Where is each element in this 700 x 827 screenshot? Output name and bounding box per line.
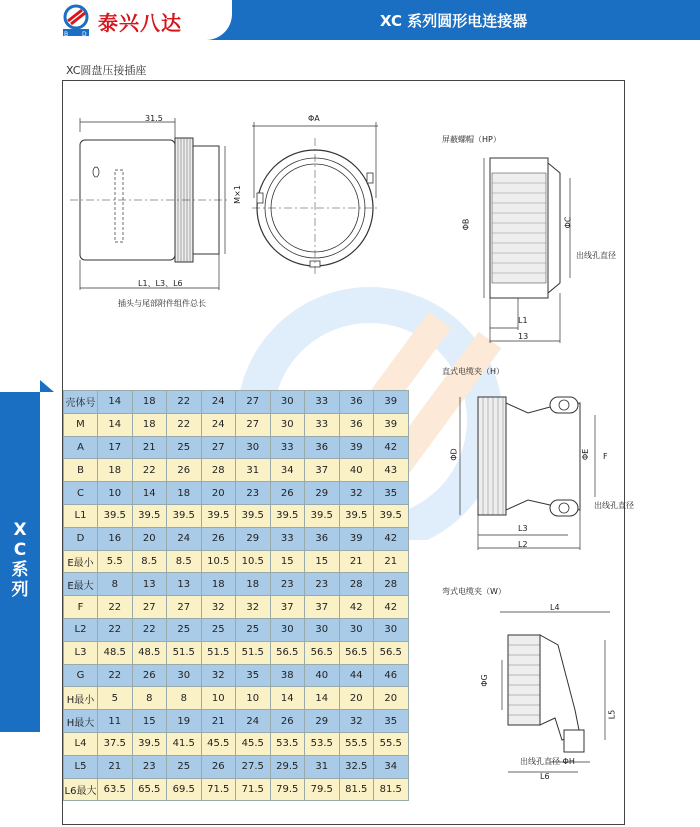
table-cell: 37.5 <box>98 732 133 755</box>
table-cell: 35 <box>236 664 271 687</box>
table-cell: 37 <box>305 596 340 619</box>
table-cell: 32.5 <box>339 755 374 778</box>
table-cell: 39 <box>374 391 409 414</box>
table-cell: 71.5 <box>236 778 271 801</box>
table-cell: 18 <box>201 573 236 596</box>
table-cell: 5.5 <box>98 550 133 573</box>
row-header: D <box>64 527 98 550</box>
table-cell: 26 <box>270 482 305 505</box>
connector-front-view <box>252 118 382 278</box>
row-header: E最大 <box>64 573 98 596</box>
h-phi-e: ΦE <box>581 448 591 461</box>
table-cell: 23 <box>132 755 167 778</box>
table-cell: 28 <box>374 573 409 596</box>
row-header: B <box>64 459 98 482</box>
table-cell: 39.5 <box>236 504 271 527</box>
hp-phi-b: ΦB <box>461 218 471 231</box>
table-cell: 30 <box>339 618 374 641</box>
side-char: 系 <box>11 560 29 580</box>
logo-letters: B D <box>64 31 93 38</box>
table-cell: 71.5 <box>201 778 236 801</box>
table-row <box>64 527 409 550</box>
table-cell: 35 <box>374 482 409 505</box>
table-cell: 39 <box>339 436 374 459</box>
table-cell: 23 <box>236 482 271 505</box>
table-cell: 39.5 <box>305 504 340 527</box>
table-cell: 42 <box>374 527 409 550</box>
table-cell: 55.5 <box>374 732 409 755</box>
table-cell: 27 <box>236 413 271 436</box>
table-cell: 39 <box>374 413 409 436</box>
table-cell: 29 <box>305 482 340 505</box>
table-cell: 10.5 <box>236 550 271 573</box>
table-cell: 27 <box>132 596 167 619</box>
table-cell: 53.5 <box>270 732 305 755</box>
table-cell: 25 <box>167 755 202 778</box>
w-l6: L6 <box>540 772 550 781</box>
table-cell: 53.5 <box>305 732 340 755</box>
table-cell: 17 <box>98 436 133 459</box>
table-cell: 14 <box>98 391 133 414</box>
main-caption: 插头与尾部附件组件总长 <box>118 299 206 308</box>
table-cell: 51.5 <box>167 641 202 664</box>
table-cell: 22 <box>167 413 202 436</box>
hp-13: 13 <box>518 332 529 341</box>
table-cell: 14 <box>132 482 167 505</box>
h-title: 直式电缆夹（H） <box>442 367 505 376</box>
w-l4: L4 <box>550 603 560 612</box>
table-cell: 24 <box>201 391 236 414</box>
row-header: L4 <box>64 732 98 755</box>
table-row <box>64 550 409 573</box>
table-cell: 25 <box>201 618 236 641</box>
table-cell: 32 <box>339 482 374 505</box>
row-header: E最小 <box>64 550 98 573</box>
row-header: 壳体号 <box>64 391 98 414</box>
table-cell: 25 <box>167 618 202 641</box>
row-header: C <box>64 482 98 505</box>
table-row <box>64 391 409 414</box>
hp-title: 屏蔽螺帽（HP） <box>442 135 501 144</box>
table-cell: 63.5 <box>98 778 133 801</box>
table-cell: 39.5 <box>132 732 167 755</box>
table-cell: 18 <box>132 413 167 436</box>
dim-m: M×1 <box>232 185 242 204</box>
table-cell: 31 <box>305 755 340 778</box>
table-cell: 36 <box>339 391 374 414</box>
h-l3: L3 <box>518 524 528 533</box>
table-cell: 30 <box>236 436 271 459</box>
table-cell: 34 <box>270 459 305 482</box>
table-cell: 36 <box>339 413 374 436</box>
table-cell: 21 <box>132 436 167 459</box>
table-cell: 55.5 <box>339 732 374 755</box>
table-row <box>64 687 409 710</box>
table-cell: 14 <box>270 687 305 710</box>
table-cell: 26 <box>270 710 305 733</box>
w-hole: 出线孔直径 ΦH <box>520 757 575 766</box>
table-cell: 56.5 <box>339 641 374 664</box>
table-cell: 10.5 <box>201 550 236 573</box>
row-header: L5 <box>64 755 98 778</box>
table-row <box>64 596 409 619</box>
table-cell: 21 <box>339 550 374 573</box>
table-cell: 8.5 <box>132 550 167 573</box>
table-cell: 36 <box>305 436 340 459</box>
table-cell: 29 <box>305 710 340 733</box>
table-cell: 39.5 <box>270 504 305 527</box>
table-cell: 37 <box>305 459 340 482</box>
h-l2: L2 <box>518 540 528 549</box>
row-header: L3 <box>64 641 98 664</box>
w-l5: L5 <box>607 709 617 720</box>
table-cell: 28 <box>201 459 236 482</box>
table-cell: 30 <box>270 618 305 641</box>
table-cell: 21 <box>201 710 236 733</box>
table-cell: 27 <box>236 391 271 414</box>
table-cell: 11 <box>98 710 133 733</box>
table-cell: 23 <box>270 573 305 596</box>
side-char: C <box>13 540 27 560</box>
table-cell: 16 <box>98 527 133 550</box>
table-cell: 15 <box>305 550 340 573</box>
spec-table <box>63 390 409 801</box>
table-cell: 13 <box>167 573 202 596</box>
table-cell: 30 <box>270 413 305 436</box>
hp-l1: L1 <box>518 316 528 325</box>
row-header: G <box>64 664 98 687</box>
row-header: L6最大 <box>64 778 98 801</box>
table-cell: 22 <box>98 664 133 687</box>
table-cell: 15 <box>270 550 305 573</box>
table-cell: 32 <box>201 664 236 687</box>
table-cell: 45.5 <box>236 732 271 755</box>
table-cell: 18 <box>98 459 133 482</box>
table-cell: 43 <box>374 459 409 482</box>
table-cell: 44 <box>339 664 374 687</box>
table-cell: 14 <box>305 687 340 710</box>
hp-hole: 出线孔直径 <box>576 251 616 260</box>
table-cell: 24 <box>167 527 202 550</box>
table-cell: 23 <box>305 573 340 596</box>
table-cell: 33 <box>270 527 305 550</box>
row-header: L1 <box>64 504 98 527</box>
header-bar <box>0 0 700 40</box>
table-cell: 22 <box>98 618 133 641</box>
table-cell: 27 <box>201 436 236 459</box>
table-cell: 10 <box>201 687 236 710</box>
table-cell: 45.5 <box>201 732 236 755</box>
table-cell: 29 <box>236 527 271 550</box>
table-row <box>64 641 409 664</box>
table-cell: 26 <box>201 755 236 778</box>
table-cell: 81.5 <box>374 778 409 801</box>
h-phi-d: ΦD <box>449 448 459 461</box>
table-cell: 39.5 <box>98 504 133 527</box>
table-cell: 34 <box>374 755 409 778</box>
row-header: A <box>64 436 98 459</box>
h-f: F <box>603 452 608 461</box>
table-cell: 41.5 <box>167 732 202 755</box>
table-cell: 30 <box>167 664 202 687</box>
table-row <box>64 436 409 459</box>
row-header: F <box>64 596 98 619</box>
table-row <box>64 573 409 596</box>
table-cell: 26 <box>167 459 202 482</box>
table-cell: 14 <box>98 413 133 436</box>
table-cell: 56.5 <box>270 641 305 664</box>
table-cell: 39.5 <box>339 504 374 527</box>
table-cell: 10 <box>98 482 133 505</box>
table-cell: 69.5 <box>167 778 202 801</box>
table-cell: 32 <box>236 596 271 619</box>
table-cell: 28 <box>339 573 374 596</box>
table-cell: 38 <box>270 664 305 687</box>
table-cell: 22 <box>132 459 167 482</box>
table-cell: 39.5 <box>132 504 167 527</box>
table-row <box>64 618 409 641</box>
table-cell: 18 <box>236 573 271 596</box>
table-cell: 10 <box>236 687 271 710</box>
table-cell: 30 <box>374 618 409 641</box>
table-cell: 39.5 <box>374 504 409 527</box>
table-row <box>64 664 409 687</box>
table-cell: 20 <box>374 687 409 710</box>
table-cell: 20 <box>339 687 374 710</box>
table-cell: 36 <box>305 527 340 550</box>
table-cell: 48.5 <box>98 641 133 664</box>
table-cell: 81.5 <box>339 778 374 801</box>
table-cell: 42 <box>374 596 409 619</box>
table-cell: 39 <box>339 527 374 550</box>
company-name: 泰兴八达 <box>98 11 182 35</box>
table-row <box>64 482 409 505</box>
table-cell: 27.5 <box>236 755 271 778</box>
w-phi-g: ΦG <box>479 674 489 687</box>
table-cell: 25 <box>236 618 271 641</box>
table-cell: 19 <box>167 710 202 733</box>
table-cell: 51.5 <box>236 641 271 664</box>
table-cell: 8 <box>98 573 133 596</box>
table-row <box>64 710 409 733</box>
table-cell: 56.5 <box>305 641 340 664</box>
table-cell: 29.5 <box>270 755 305 778</box>
table-cell: 31 <box>236 459 271 482</box>
table-row <box>64 413 409 436</box>
table-row <box>64 778 409 801</box>
logo-panel <box>0 0 232 40</box>
table-cell: 24 <box>236 710 271 733</box>
table-cell: 13 <box>132 573 167 596</box>
table-cell: 42 <box>339 596 374 619</box>
table-cell: 26 <box>132 664 167 687</box>
table-cell: 18 <box>167 482 202 505</box>
table-cell: 39.5 <box>167 504 202 527</box>
table-cell: 8 <box>167 687 202 710</box>
table-row <box>64 755 409 778</box>
page-title: XC 系列圆形电连接器 <box>380 12 528 30</box>
table-cell: 32 <box>339 710 374 733</box>
row-header: L2 <box>64 618 98 641</box>
table-cell: 56.5 <box>374 641 409 664</box>
table-cell: 22 <box>132 618 167 641</box>
table-cell: 65.5 <box>132 778 167 801</box>
table-cell: 32 <box>201 596 236 619</box>
table-cell: 8.5 <box>167 550 202 573</box>
table-cell: 51.5 <box>201 641 236 664</box>
table-cell: 79.5 <box>305 778 340 801</box>
table-cell: 8 <box>132 687 167 710</box>
table-cell: 22 <box>98 596 133 619</box>
table-cell: 79.5 <box>270 778 305 801</box>
table-cell: 39.5 <box>201 504 236 527</box>
table-cell: 35 <box>374 710 409 733</box>
table-cell: 48.5 <box>132 641 167 664</box>
table-cell: 37 <box>270 596 305 619</box>
table-cell: 33 <box>270 436 305 459</box>
side-tab-notch <box>40 380 54 392</box>
table-cell: 18 <box>132 391 167 414</box>
table-cell: 21 <box>374 550 409 573</box>
table-cell: 24 <box>201 413 236 436</box>
side-char: 列 <box>11 580 29 600</box>
table-cell: 20 <box>132 527 167 550</box>
table-cell: 40 <box>305 664 340 687</box>
table-cell: 25 <box>167 436 202 459</box>
section-subtitle: XC圆盘压接插座 <box>66 64 147 77</box>
side-tab-label <box>5 520 35 600</box>
dim-31-5: 31.5 <box>145 114 163 123</box>
table-row <box>64 732 409 755</box>
table-cell: 26 <box>201 527 236 550</box>
h-hole: 出线孔直径 <box>594 501 634 510</box>
shield-nut-drawing <box>470 148 610 348</box>
table-row <box>64 504 409 527</box>
table-cell: 33 <box>305 391 340 414</box>
row-header: H最大 <box>64 710 98 733</box>
row-header: M <box>64 413 98 436</box>
table-cell: 33 <box>305 413 340 436</box>
straight-clamp-drawing <box>450 385 610 555</box>
side-char: X <box>13 520 27 540</box>
table-cell: 42 <box>374 436 409 459</box>
table-cell: 22 <box>167 391 202 414</box>
table-cell: 40 <box>339 459 374 482</box>
table-cell: 21 <box>98 755 133 778</box>
table-cell: 30 <box>305 618 340 641</box>
table-row <box>64 459 409 482</box>
dim-phi-a: ΦA <box>308 114 320 123</box>
w-title: 弯式电缆夹（W） <box>442 587 506 596</box>
table-cell: 15 <box>132 710 167 733</box>
table-cell: 20 <box>201 482 236 505</box>
table-cell: 5 <box>98 687 133 710</box>
row-header: H最小 <box>64 687 98 710</box>
hp-phi-c: ΦC <box>563 216 573 229</box>
table-cell: 27 <box>167 596 202 619</box>
dim-l1-l3-l6: L1、L3、L6 <box>138 279 183 288</box>
table-cell: 30 <box>270 391 305 414</box>
table-cell: 46 <box>374 664 409 687</box>
